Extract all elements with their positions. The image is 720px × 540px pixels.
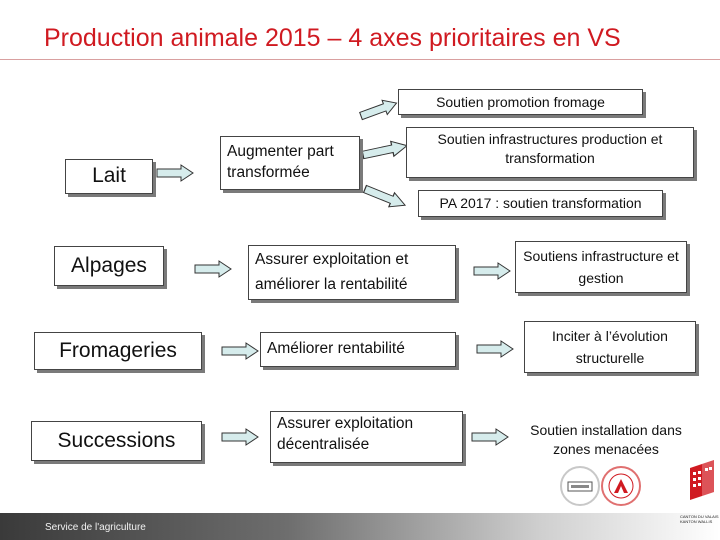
- objective-text-alpages: Assurer exploitation et améliorer la rentabilité: [255, 250, 409, 293]
- canton-logo-caption: CANTON DU VALAIS KANTON WALLIS: [680, 514, 719, 524]
- arrow-fromageries-measure: [477, 341, 513, 357]
- axis-label-successions: Successions: [57, 428, 176, 452]
- measure-text-fromageries: Inciter à l’évolution structurelle: [552, 327, 668, 366]
- measure-text-successions: Soutien installation dans zones menacées: [530, 422, 682, 457]
- arrow-fromageries: [222, 343, 258, 359]
- arrow-lait-to-fromage: [358, 96, 399, 123]
- measure-box-infrastructures-production: [406, 127, 694, 178]
- cheese-quality-seal-icon: [560, 466, 600, 506]
- axis-box-alpages: [54, 246, 164, 286]
- objective-box-fromageries: [260, 332, 456, 367]
- arrow-successions-measure: [472, 429, 508, 445]
- measure-box-pa2017: [418, 190, 663, 217]
- measure-text-fromage: Soutien promotion fromage: [436, 93, 605, 110]
- axis-label-alpages: Alpages: [71, 253, 147, 277]
- objective-box-successions: [270, 411, 463, 463]
- arrow-successions: [222, 429, 258, 445]
- canton-valais-flag-icon: [686, 458, 718, 504]
- objective-box-lait: [220, 136, 360, 190]
- slide-title: Production animale 2015 – 4 axes prioritaires en VS: [44, 24, 621, 52]
- axis-label-lait: Lait: [92, 164, 126, 188]
- arrow-lait-to-infrastructures: [361, 138, 408, 162]
- arrow-alpages: [195, 261, 231, 277]
- axis-box-fromageries: [34, 332, 202, 370]
- arrow-alpages-measure: [474, 263, 510, 279]
- objective-text-lait: Augmenter part transformée: [227, 143, 334, 181]
- measure-box-fromage: [398, 89, 643, 115]
- arrow-lait: [157, 165, 193, 181]
- objective-text-fromageries: Améliorer rentabilité: [267, 340, 405, 358]
- axis-box-lait: [65, 159, 153, 194]
- objective-text-successions: Assurer exploitation décentralisée: [277, 415, 414, 453]
- footer-service-label: Service de l'agriculture: [45, 522, 146, 533]
- axis-label-fromageries: Fromageries: [59, 338, 177, 362]
- arrow-lait-to-pa2017: [362, 182, 408, 212]
- axis-box-successions: [31, 421, 202, 461]
- measure-box-alpages: [515, 241, 687, 293]
- objective-box-alpages: [248, 245, 456, 300]
- valais-label-seal-icon: [601, 466, 641, 506]
- measure-box-fromageries: [524, 321, 696, 373]
- measure-text-pa2017: PA 2017 : soutien transformation: [439, 195, 642, 212]
- measure-text-infrastructures-production: Soutien infrastructures production et transformation: [437, 131, 663, 166]
- measure-text-alpages: Soutiens infrastructure et gestion: [523, 247, 679, 286]
